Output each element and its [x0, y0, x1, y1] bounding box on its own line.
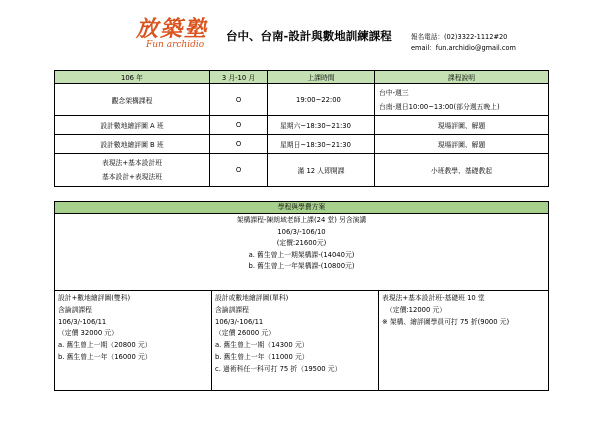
plan-line: 含論訓課程	[215, 305, 249, 314]
plan-title: 表現法+基本設計班-基礎班 10 堂	[382, 294, 485, 302]
course-desc-line: 台中-週三	[379, 88, 409, 97]
plan-line: b. 舊生曾上一年（11000 元）	[215, 352, 309, 361]
logo	[136, 12, 216, 58]
course-name: 設計數地繪評圖 A 班	[55, 116, 210, 135]
course-desc	[375, 84, 549, 116]
header-time: 上課時間	[268, 71, 375, 84]
tuition-plan	[54, 201, 549, 391]
course-mark: O	[210, 84, 268, 116]
structure-course-plan	[55, 214, 548, 273]
course-mark: O	[210, 154, 268, 187]
table-row	[55, 84, 549, 116]
course-name-line: 表現法+基本設計班	[101, 159, 163, 167]
plan-line: 106/3/-106/10	[277, 227, 326, 236]
plan-line: （定價:12000 元）	[386, 305, 447, 314]
plan-line: c. 過術科任一科可打 75 折（19500 元）	[215, 364, 342, 373]
double-subject-plan	[55, 291, 212, 390]
plan-line: 106/3/-106/11	[215, 317, 264, 326]
plan-line: 含論訓課程	[58, 305, 92, 314]
contact-info	[411, 32, 516, 54]
plan-heading: 學程與學費方案	[55, 202, 548, 214]
plan-line: 架構課程-陳朗域老師上課(24 堂) 另含演講	[236, 216, 367, 224]
plan-line: a. 舊生曾上一期（20800 元）	[58, 341, 152, 350]
table-row	[55, 154, 549, 187]
header-months: 3 月-10 月	[210, 71, 268, 84]
header-description: 課程說明	[375, 71, 549, 84]
table-row	[55, 135, 549, 154]
schedule-header-row	[55, 71, 549, 84]
table-row	[55, 116, 549, 135]
plan-line: b. 舊生曾上一年（16000 元）	[58, 352, 152, 361]
course-name-line: 基本設計+表現法班	[101, 173, 163, 181]
course-mark: O	[210, 135, 268, 154]
contact-phone: 報名電話：(02)3322-1112#20	[411, 33, 508, 41]
plan-line: (定價:21600元)	[276, 239, 327, 247]
plan-line: a. 舊生曾上一期架構課-(14040元)	[248, 250, 355, 259]
header-year: 106 年	[55, 71, 210, 84]
course-time: 滿 12 人即開課	[268, 154, 375, 187]
plan-title: 設計+數地繪評圖(雙科)	[58, 294, 131, 302]
basic-design-plan	[379, 291, 548, 390]
course-time: 星期日~18:30~21:30	[268, 135, 375, 154]
plan-line: 106/3/-106/11	[58, 317, 107, 326]
course-desc: 小班教學、基礎教起	[375, 154, 549, 187]
course-time: 19:00~22:00	[268, 84, 375, 116]
course-desc: 現場評圖、解題	[375, 116, 549, 135]
schedule-table	[54, 70, 549, 187]
plan-line: （定價 26000 元）	[215, 329, 275, 338]
plan-line: ※ 架構、繪評圖學員可打 75 折(9000 元)	[382, 317, 510, 326]
contact-email: email：fun.archidio@gmail.com	[411, 44, 516, 52]
course-name: 設計數地繪評圖 B 班	[55, 135, 210, 154]
single-subject-plan	[212, 291, 379, 390]
course-name: 觀念架構課程	[55, 84, 210, 116]
course-time: 星期六~18:30~21:30	[268, 116, 375, 135]
logo-english: Fun archidio	[146, 40, 205, 50]
plan-columns	[55, 290, 548, 390]
plan-line: b. 舊生曾上一年架構課-(10800元)	[248, 262, 355, 270]
course-desc: 現場評圖、解題	[375, 135, 549, 154]
course-name	[55, 154, 210, 187]
course-desc-line: 台南-週日10:00~13:00(部分週五晚上)	[379, 102, 500, 111]
course-mark: O	[210, 116, 268, 135]
page-title: 台中、台南-設計與數地訓練課程	[226, 29, 392, 43]
plan-line: （定價 32000 元）	[58, 329, 118, 338]
plan-title: 設計或數地繪評圖(單科)	[215, 294, 289, 302]
plan-line: a. 舊生曾上一期（14300 元）	[215, 341, 309, 350]
logo-chinese: 放築塾	[136, 16, 209, 42]
